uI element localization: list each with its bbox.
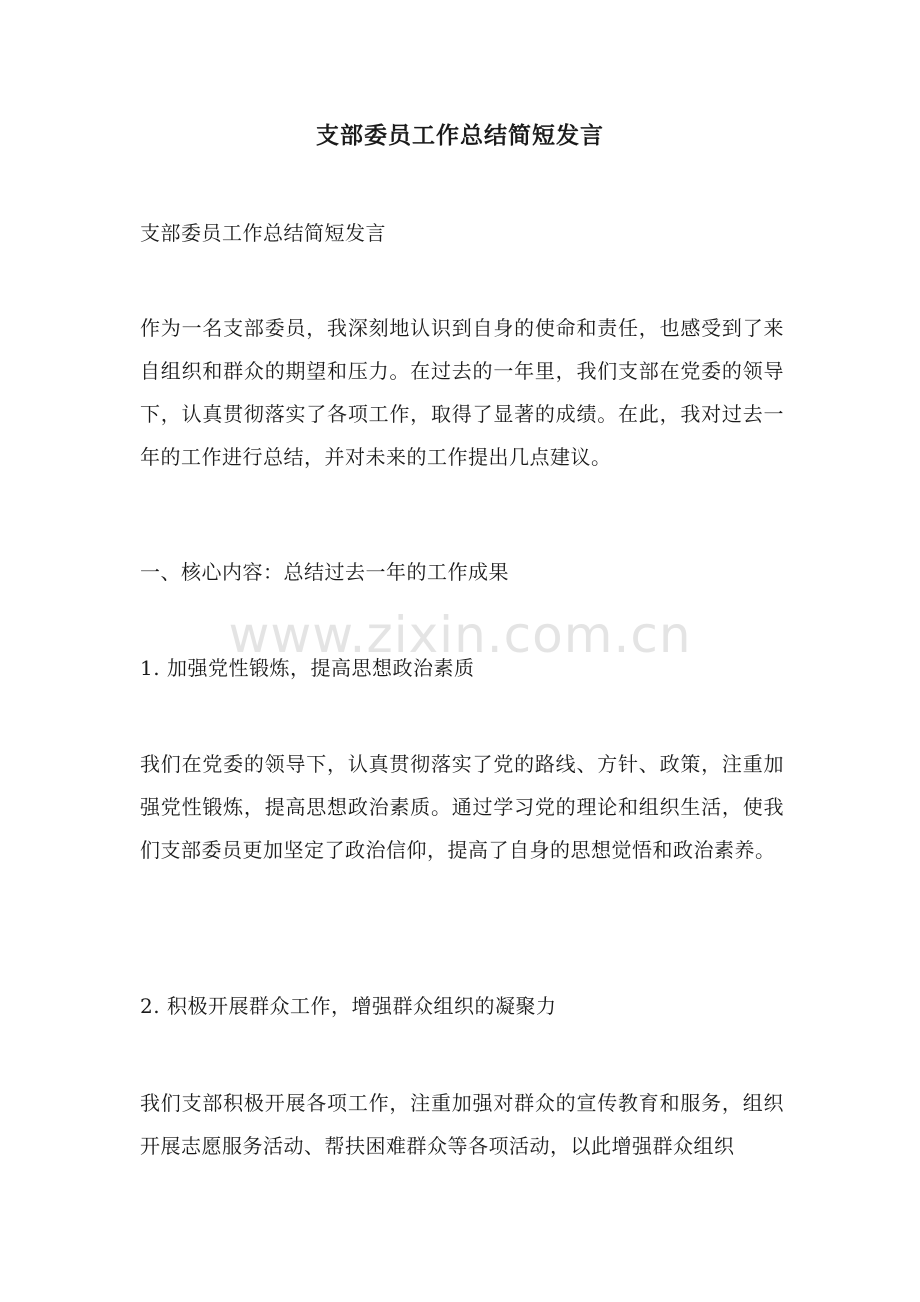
item-2-heading: 2. 积极开展群众工作，增强群众组织的凝聚力: [140, 994, 557, 1018]
section-1-heading: 一、核心内容：总结过去一年的工作成果: [140, 560, 509, 584]
item-1-body: 我们在党委的领导下，认真贯彻落实了党的路线、方针、政策，注重加强党性锻炼，提高思想政治素质。通过学习党的理论和组织生活，使我们支部委员更加坚定了政治信仰，提高了自身的思想觉悟和政治素养。: [140, 752, 784, 862]
document-title: 支部委员工作总结简短发言: [316, 123, 604, 149]
item-2-body: 我们支部积极开展各项工作，注重加强对群众的宣传教育和服务，组织开展志愿服务活动、帮扶困难群众等各项活动，以此增强群众组织: [140, 1091, 784, 1158]
item-1-heading: 1. 加强党性锻炼，提高思想政治素质: [140, 656, 475, 680]
document-subtitle: 支部委员工作总结简短发言: [140, 221, 386, 245]
intro-paragraph: 作为一名支部委员，我深刻地认识到自身的使命和责任，也感受到了来自组织和群众的期望和压力。在过去的一年里，我们支部在党委的领导下，认真贯彻落实了各项工作，取得了显著的成绩。在此，我对过去一年的工作进行总结，并对未来的工作提出几点建议。: [140, 316, 784, 469]
site-watermark: www.zixin.com.cn: [228, 606, 692, 664]
